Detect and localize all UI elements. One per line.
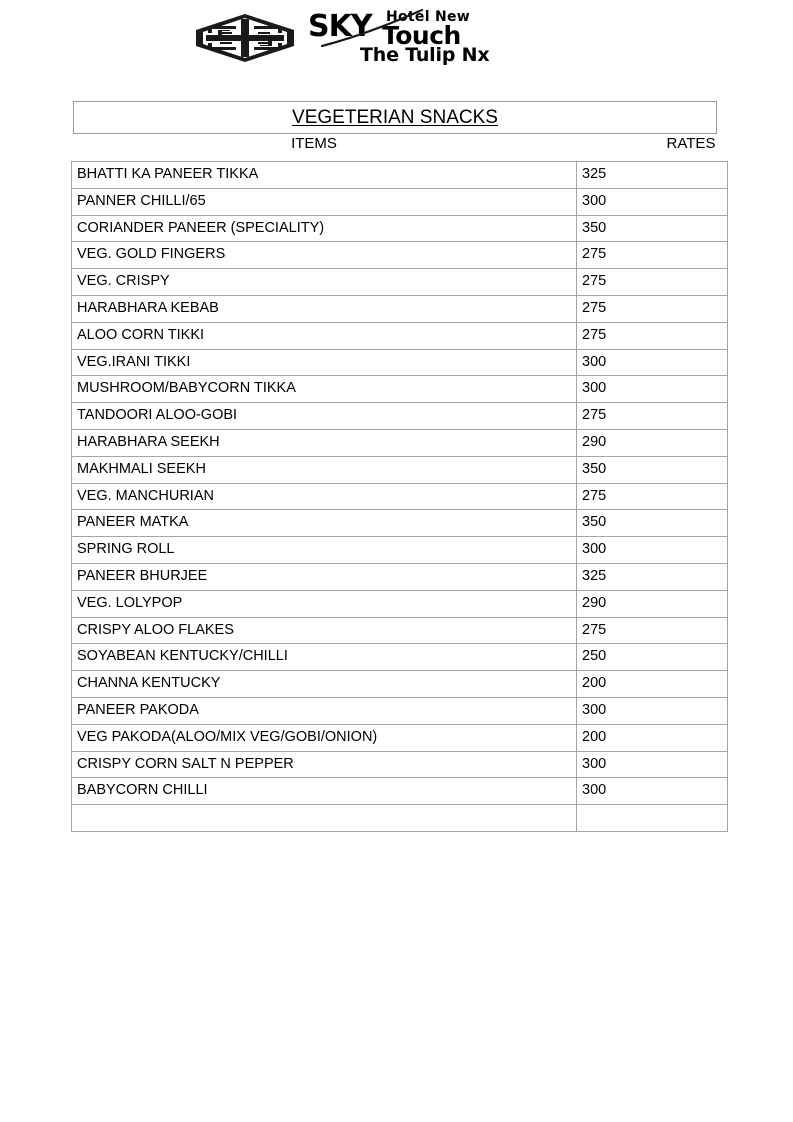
menu-item-rate: 300 bbox=[577, 188, 728, 215]
table-row bbox=[72, 697, 728, 724]
menu-item-name: SPRING ROLL bbox=[72, 537, 577, 564]
menu-item-name: BHATTI KA PANEER TIKKA bbox=[72, 162, 577, 189]
menu-item-name: VEG. MANCHURIAN bbox=[72, 483, 577, 510]
menu-item-rate: 350 bbox=[577, 456, 728, 483]
menu-item-rate: 290 bbox=[577, 590, 728, 617]
menu-item-name: PANEER MATKA bbox=[72, 510, 577, 537]
table-row bbox=[72, 349, 728, 376]
menu-item-name: CHANNA KENTUCKY bbox=[72, 671, 577, 698]
brand-wordmark bbox=[308, 8, 548, 68]
menu-table bbox=[71, 161, 728, 832]
menu-item-rate: 275 bbox=[577, 403, 728, 430]
menu-item-rate: 300 bbox=[577, 537, 728, 564]
menu-item-rate: 250 bbox=[577, 644, 728, 671]
menu-item-name: ALOO CORN TIKKI bbox=[72, 322, 577, 349]
menu-item-rate: 350 bbox=[577, 215, 728, 242]
table-row bbox=[72, 778, 728, 805]
menu-item-name: VEG.IRANI TIKKI bbox=[72, 349, 577, 376]
table-row bbox=[72, 724, 728, 751]
table-row bbox=[72, 590, 728, 617]
table-row bbox=[72, 537, 728, 564]
menu-item-rate: 275 bbox=[577, 295, 728, 322]
menu-item-name: CRISPY CORN SALT N PEPPER bbox=[72, 751, 577, 778]
menu-item-rate: 200 bbox=[577, 671, 728, 698]
column-headers bbox=[71, 135, 715, 159]
menu-item-name: HARABHARA KEBAB bbox=[72, 295, 577, 322]
brand-hotel-new-text: Hotel New bbox=[386, 9, 471, 25]
menu-item-name: VEG. LOLYPOP bbox=[72, 590, 577, 617]
table-row bbox=[72, 617, 728, 644]
table-row bbox=[72, 751, 728, 778]
menu-item-name: CORIANDER PANEER (SPECIALITY) bbox=[72, 215, 577, 242]
menu-item-rate: 290 bbox=[577, 429, 728, 456]
table-row bbox=[72, 456, 728, 483]
table-row bbox=[72, 188, 728, 215]
table-row bbox=[72, 376, 728, 403]
menu-item-rate: 300 bbox=[577, 349, 728, 376]
menu-item-rate: 200 bbox=[577, 724, 728, 751]
menu-item-rate: 275 bbox=[577, 269, 728, 296]
table-row bbox=[72, 671, 728, 698]
menu-item-name: CRISPY ALOO FLAKES bbox=[72, 617, 577, 644]
table-row bbox=[72, 805, 728, 832]
letterhead bbox=[0, 0, 793, 80]
menu-item-name: MAKHMALI SEEKH bbox=[72, 456, 577, 483]
brand-touch-text: Touch bbox=[382, 21, 461, 50]
menu-item-name: HARABHARA SEEKH bbox=[72, 429, 577, 456]
menu-item-name: SOYABEAN KENTUCKY/CHILLI bbox=[72, 644, 577, 671]
menu-table-body bbox=[72, 162, 728, 832]
menu-item-name: BABYCORN CHILLI bbox=[72, 778, 577, 805]
menu-title-box bbox=[73, 101, 717, 134]
menu-item-name: MUSHROOM/BABYCORN TIKKA bbox=[72, 376, 577, 403]
table-row bbox=[72, 242, 728, 269]
menu-item-rate bbox=[577, 805, 728, 832]
menu-item-name: PANNER CHILLI/65 bbox=[72, 188, 577, 215]
menu-item-name: VEG. CRISPY bbox=[72, 269, 577, 296]
hexagon-geometric-logo-icon bbox=[196, 14, 294, 62]
menu-item-name: VEG PAKODA(ALOO/MIX VEG/GOBI/ONION) bbox=[72, 724, 577, 751]
menu-item-rate: 325 bbox=[577, 563, 728, 590]
menu-item-rate: 275 bbox=[577, 617, 728, 644]
menu-item-name: TANDOORI ALOO-GOBI bbox=[72, 403, 577, 430]
menu-item-rate: 275 bbox=[577, 483, 728, 510]
menu-item-name bbox=[72, 805, 577, 832]
brand-logo bbox=[196, 8, 546, 68]
menu-item-rate: 300 bbox=[577, 751, 728, 778]
menu-item-rate: 350 bbox=[577, 510, 728, 537]
table-row bbox=[72, 563, 728, 590]
table-row bbox=[72, 510, 728, 537]
table-row bbox=[72, 644, 728, 671]
menu-item-rate: 300 bbox=[577, 376, 728, 403]
page-title: VEGETERIAN SNACKS bbox=[292, 106, 498, 128]
column-header-items: ITEMS bbox=[291, 135, 337, 152]
menu-item-rate: 275 bbox=[577, 322, 728, 349]
table-row bbox=[72, 429, 728, 456]
table-row bbox=[72, 269, 728, 296]
table-row bbox=[72, 483, 728, 510]
table-row bbox=[72, 162, 728, 189]
menu-item-rate: 325 bbox=[577, 162, 728, 189]
menu-item-rate: 275 bbox=[577, 242, 728, 269]
menu-item-name: PANEER BHURJEE bbox=[72, 563, 577, 590]
column-header-rates: RATES bbox=[666, 135, 716, 152]
table-row bbox=[72, 403, 728, 430]
brand-tulip-text: The Tulip Nx bbox=[360, 44, 490, 66]
table-row bbox=[72, 215, 728, 242]
table-row bbox=[72, 295, 728, 322]
menu-item-name: PANEER PAKODA bbox=[72, 697, 577, 724]
menu-item-name: VEG. GOLD FINGERS bbox=[72, 242, 577, 269]
menu-item-rate: 300 bbox=[577, 778, 728, 805]
brand-sky-text: SKY bbox=[308, 9, 372, 44]
table-row bbox=[72, 322, 728, 349]
menu-item-rate: 300 bbox=[577, 697, 728, 724]
